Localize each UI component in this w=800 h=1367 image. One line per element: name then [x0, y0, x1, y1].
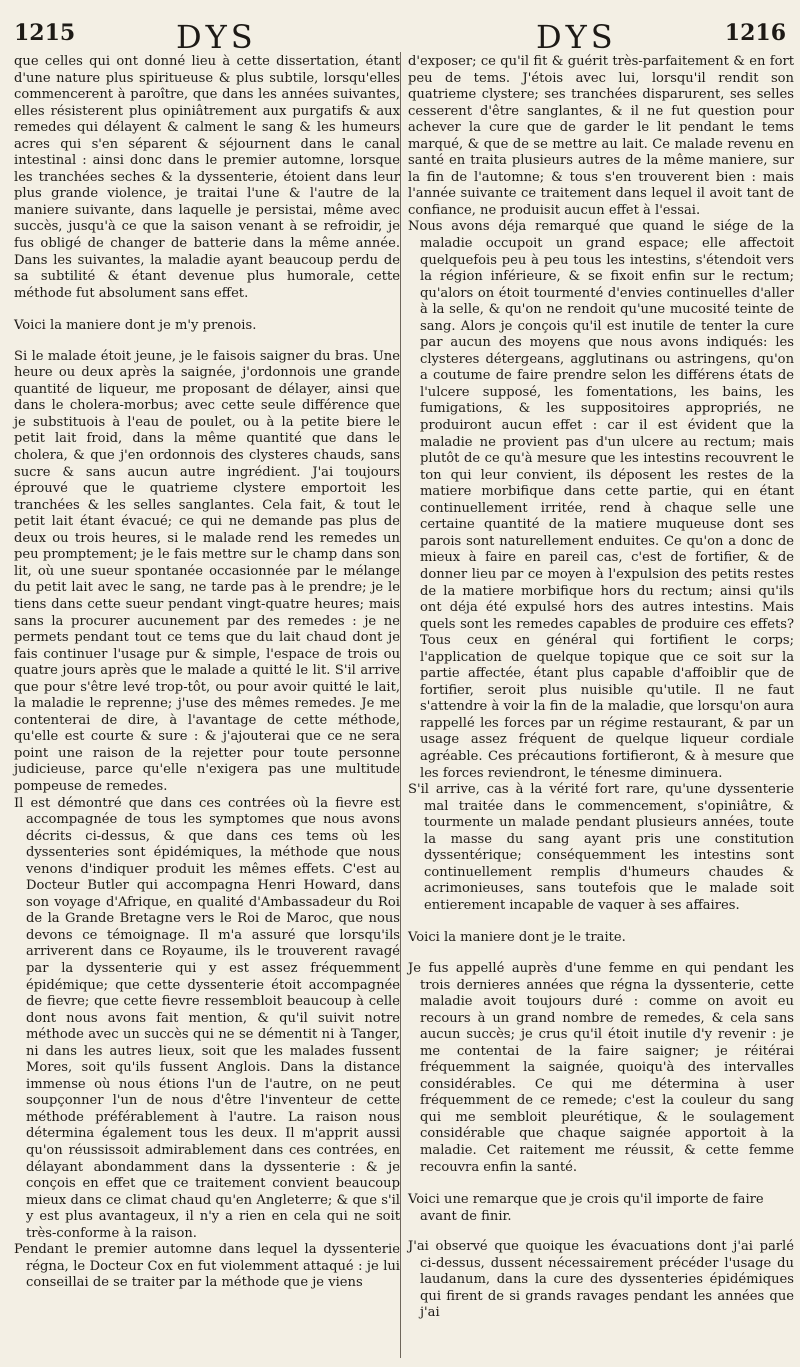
column-divider: [400, 52, 401, 1358]
paragraph: d'exposer; ce qu'il fit & guérit très-parfaitement & en fort peu de tems. J'étois avec lui, lorsqu'il rendit son quatrieme clystere; ses tranchées disparurent, ses selles cesserent d'être sanglantes, & il ne fut question pour achever la cure que de garder le lit pendant le tems marqué, & que de se mettre au lait. Ce malade revenu en santé en traita plusieurs autres de la même maniere, sur la fin de l'automne; & tous s'en trouverent bien : mais l'année suivante ce traitement dans lequel il avoit tant de confiance, ne produisit aucun effet à l'essai.: [408, 54, 794, 218]
page-number-left: 1215: [14, 20, 76, 46]
paragraph: que celles qui ont donné lieu à cette dissertation, étant d'une nature plus spiritueuse & plus subtile, lorsqu'elles commencerent à paroître, que dans les années suivantes, elles résisterent plus opiniâtrement aux purgatifs & aux remedes qui délayent & calment le sang & les humeurs acres qui s'en séparent & séjournent dans le canal intestinal : ainsi donc dans le premier automne, lorsque les tranchées seches & la dyssenterie, étoient dans leur plus grande violence, je traitai l'une & l'autre de la maniere suivante, dans laquelle je persistai, même avec succès, jusqu'à ce que la saison venant à se refroidir, je fus obligé de changer de batterie dans la même année. Dans les suivantes, la maladie ayant beaucoup perdu de sa subtilité & étant devenue plus humorale, cette méthode fut absolument sans effet.: [14, 54, 400, 301]
running-head-left: DYS: [176, 18, 257, 56]
right-column: [408, 54, 794, 1322]
page-number-right: 1216: [724, 20, 786, 46]
paragraph: Si le malade étoit jeune, je le faisois saigner du bras. Une heure ou deux après la saignée, j'ordonnois une grande quantité de liqueur, me proposant de délayer, ainsi que dans le cholera-morbus; avec cette seule différence que je substituois à l'eau de poulet, ou à la petite biere le petit lait froid, dans la même quantité que dans le cholera, & que j'en ordonnois des clysteres chauds, sans sucre & sans aucun autre ingrédient. J'ai toujours éprouvé que le quatrieme clystere emportoit les tranchées & les selles sanglantes. Cela fait, & tout le petit lait étant évacué; ce qui ne demande pas plus de deux ou trois heures, si le malade rend les remedes un peu promptement; je le fais mettre sur le champ dans son lit, où une sueur spontanée occasionnée par le mélange du petit lait avec le sang, ne tarde pas à le prendre; je le tiens dans cette sueur pendant vingt-quatre heures; mais sans la procurer aucunement par des remedes : je ne permets pendant tout ce tems que du lait chaud dont je fais continuer l'usage pur & simple, l'espace de trois ou quatre jours après que le malade a quitté le lit. S'il arrive que pour s'être levé trop-tôt, ou pour avoir quitté le lait, la maladie le reprenne; j'use des mêmes remedes. Je me contenterai de dire, à l'avantage de cette méthode, qu'elle est courte & sure : & j'ajouterai que ce ne sera point une raison de la rejetter pour toute personne judicieuse, parce qu'elle n'exigera pas une multitude pompeuse de remedes.: [14, 348, 400, 794]
section-heading: Voici la maniere dont je le traite.: [408, 930, 626, 946]
paragraph: Pendant le premier automne dans lequel la dyssenterie régna, le Docteur Cox en fut violemment attaqué : je lui conseillai de se traiter par la méthode que je viens: [14, 1242, 400, 1291]
paragraph: Je fus appellé auprès d'une femme en qui pendant les trois dernieres années que régna la dyssenterie, cette maladie avoit toujours duré : comme on avoit eu recours à un grand nombre de remedes, & cela sans aucun succès; je crus qu'il étoit inutile d'y revenir : je me contentai de la faire saigner; je réitérai fréquemment la saignée, quoiqu'à des intervalles considérables. Ce qui me détermina à user fréquemment de ce remede; c'est la couleur du sang qui me sembloit pleurétique, & le soulagement considérable que chaque saignée apportoit à la maladie. Cet raitement me réussit, & cette femme recouvra enfin la santé.: [408, 960, 794, 1175]
running-head-right: DYS: [536, 18, 617, 56]
paragraph: S'il arrive, cas à la vérité fort rare, qu'une dyssenterie mal traitée dans le commencement, s'opiniâtre, & tourmente un malade pendant plusieurs années, toute la masse du sang ayant pris une constitution dyssentérique; conséquemment les intestins sont continuellement remplis d'humeurs chaudes & acrimonieuses, sans toutefois que le malade soit entierement incapable de vaquer à ses affaires.: [408, 782, 794, 913]
paragraph: Il est démontré que dans ces contrées où la fievre est accompagnée de tous les symptomes que nous avons décrits ci-dessus, & que dans ces tems où les dyssenteries sont épidémiques, la méthode que nous venons d'indiquer produit les mêmes effets. C'est au Docteur Butler qui accompagna Henri Howard, dans son voyage d'Afrique, en qualité d'Ambassadeur du Roi de la Grande Bretagne vers le Roi de Maroc, que nous devons ce témoignage. Il m'a assuré que lorsqu'ils arriverent dans ce Royaume, ils le trouverent ravagé par la dyssenterie qui y est assez fréquemment épidémique; que cette dyssenterie étoit accompagnée de fievre; que cette fievre ressembloit beaucoup à celle dont nous avons fait mention, & qu'il suivit notre méthode avec un succès qui ne se démentit ni à Tanger, ni dans les autres lieux, soit que les malades fussent Mores, soit qu'ils fussent Anglois. Dans la distance immense où nous étions l'un de l'autre, on ne peut soupçonner l'un de nous d'être l'inventeur de cette méthode préférablement à l'autre. La raison nous détermina également tous les deux. Il m'apprit aussi qu'on réussissoit admirablement dans ces contrées, en délayant abondamment dans la dyssenterie : & je conçois en effet que ce traitement convient beaucoup mieux dans ce climat chaud qu'en Angleterre; & que s'il y est plus avantageux, il n'y a rien en cela qui ne soit très-conforme à la raison.: [14, 795, 400, 1241]
paragraph: J'ai observé que quoique les évacuations dont j'ai parlé ci-dessus, dussent nécessairement précéder l'usage du laudanum, dans la cure des dyssenteries épidémiques qui firent de si grands ravages pendant les années que j'ai: [408, 1239, 794, 1321]
section-heading: Voici la maniere dont je m'y prenois.: [14, 318, 257, 334]
paragraph: Nous avons déja remarqué que quand le siége de la maladie occupoit un grand espace; elle affectoit quelquefois peu à peu tous les intestins, s'étendoit vers la région inférieure, & se fixoit enfin sur le rectum; qu'alors on étoit tourmenté d'envies continuelles d'aller à la selle, & qu'on ne rendoit qu'une mucosité teinte de sang. Alors je conçois qu'il est inutile de tenter la cure par aucun des moyens que nous avons indiqués: les clysteres détergeans, agglutinans ou astringens, qu'on a coutume de faire prendre selon les différens états de l'ulcere supposé, les fomentations, les bains, les fumigations, & les suppositoires appropriés, ne produiront aucun effet : car il est évident que la maladie ne provient pas d'un ulcere au rectum; mais plutôt de ce qu'à mesure que les intestins recouvrent le ton qui leur convient, ils déposent les restes de la matiere morbifique dans cette partie, qui en étant continuellement irritée, rend à chaque selle une certaine quantité de la matiere muqueuse dont ses parois sont naturellement enduites. Ce qu'on a donc de mieux à faire en pareil cas, c'est de fortifier, & de donner lieu par ce moyen à l'expulsion des petits restes de la matiere morbifique hors du rectum; ainsi qu'ils ont déja été expulsé hors des autres intestins. Mais quels sont les remedes capables de produire ces effets? Tous ceux en général qui fortifient le corps; l'application de quelque topique que ce soit sur la partie affectée, étant plus capable d'affoiblir que de fortifier, seroit plus nuisible qu'utile. Il ne faut s'attendre à voir la fin de la maladie, que lorsqu'on aura rappellé les forces par un régime restaurant, & par un usage assez fréquent de quelque liqueur cordiale agréable. Ces précautions fortifieront, & à mesure que les forces reviendront, le ténesme diminuera.: [408, 219, 794, 781]
left-column: [14, 54, 400, 1292]
section-heading: Voici une remarque que je crois qu'il importe de faire avant de finir.: [408, 1192, 764, 1224]
page-header: [0, 0, 800, 56]
